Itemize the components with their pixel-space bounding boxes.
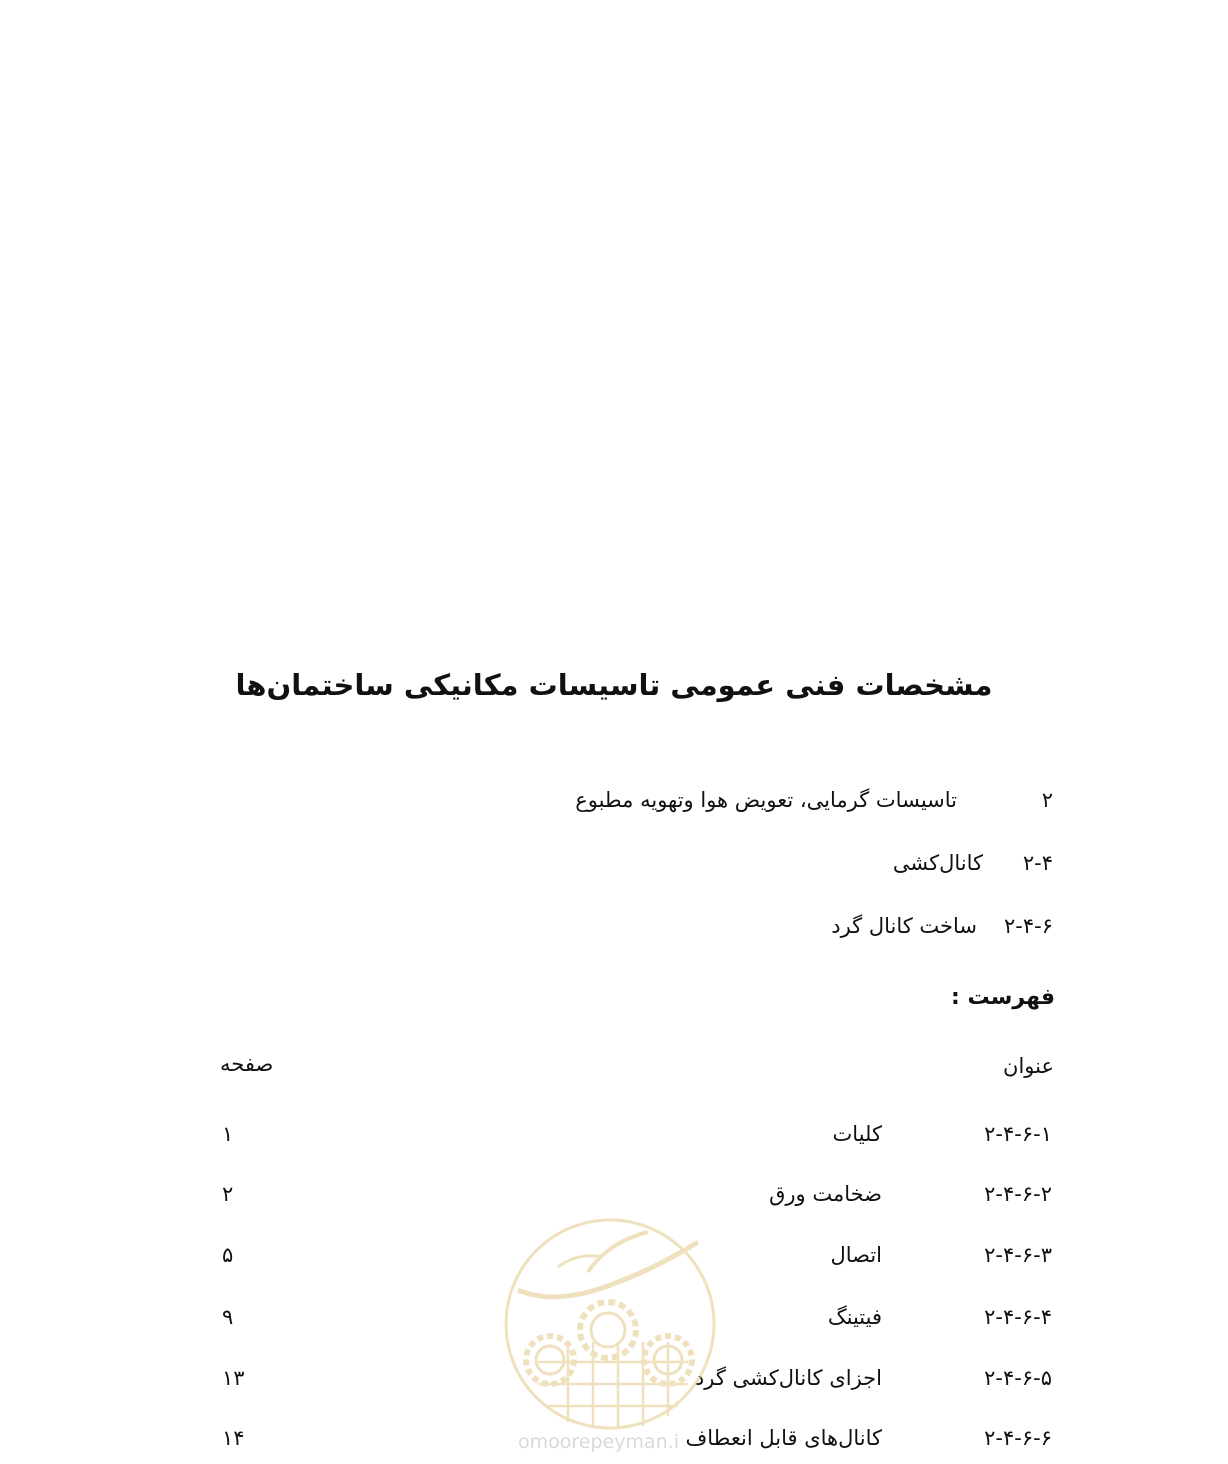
- breadcrumb-level-3: [831, 914, 1053, 938]
- breadcrumb-text: کانال‌کشی: [892, 851, 983, 875]
- toc-heading: فهرست :: [951, 985, 1055, 1010]
- watermark-site-text: omoorepeyman.i: [518, 1431, 679, 1453]
- breadcrumb-number: ۲: [1041, 788, 1053, 812]
- toc-row[interactable]: [0, 1122, 1228, 1158]
- breadcrumb-level-2: [893, 851, 1053, 875]
- toc-row-page: ۱: [222, 1122, 234, 1146]
- toc-row-number: ۲-۴-۶-۶: [984, 1426, 1052, 1450]
- toc-row-number: ۲-۴-۶-۱: [984, 1122, 1052, 1146]
- toc-row-page: ۲: [222, 1182, 234, 1206]
- toc-column-title-header: عنوان: [1003, 1054, 1054, 1078]
- breadcrumb-text: تاسیسات گرمایی، تعویض هوا وتهویه مطبوع: [575, 788, 957, 812]
- toc-row-title: ضخامت ورق: [769, 1182, 882, 1206]
- toc-row-page: ۵: [222, 1243, 234, 1267]
- toc-row-page: ۹: [222, 1305, 234, 1329]
- toc-row-number: ۲-۴-۶-۲: [984, 1182, 1052, 1206]
- toc-row-number: ۲-۴-۶-۴: [984, 1305, 1052, 1329]
- breadcrumb-text: ساخت کانال گرد: [831, 914, 977, 938]
- breadcrumb-level-1: [575, 788, 1053, 812]
- toc-column-page-header: صفحه: [220, 1052, 274, 1076]
- toc-row-title: کلیات: [832, 1122, 882, 1146]
- toc-row-page: ۱۳: [222, 1366, 245, 1390]
- toc-row-title: اتصال: [830, 1243, 882, 1267]
- breadcrumb-number: ۲-۴: [1022, 851, 1053, 875]
- breadcrumb-number: ۲-۴-۶: [1004, 914, 1053, 938]
- toc-row-title: فیتینگ: [827, 1305, 882, 1329]
- toc-row-page: ۱۴: [222, 1426, 245, 1450]
- document-title: مشخصات فنی عمومی تاسیسات مکانیکی ساختمان‌ها: [235, 668, 993, 702]
- watermark-logo-icon: [498, 1212, 728, 1452]
- toc-row-title: کانال‌های قابل انعطاف: [685, 1426, 882, 1450]
- toc-row-number: ۲-۴-۶-۳: [984, 1243, 1052, 1267]
- toc-row-title: اجزای کانال‌کشی گرد: [694, 1366, 882, 1390]
- toc-row-number: ۲-۴-۶-۵: [984, 1366, 1052, 1390]
